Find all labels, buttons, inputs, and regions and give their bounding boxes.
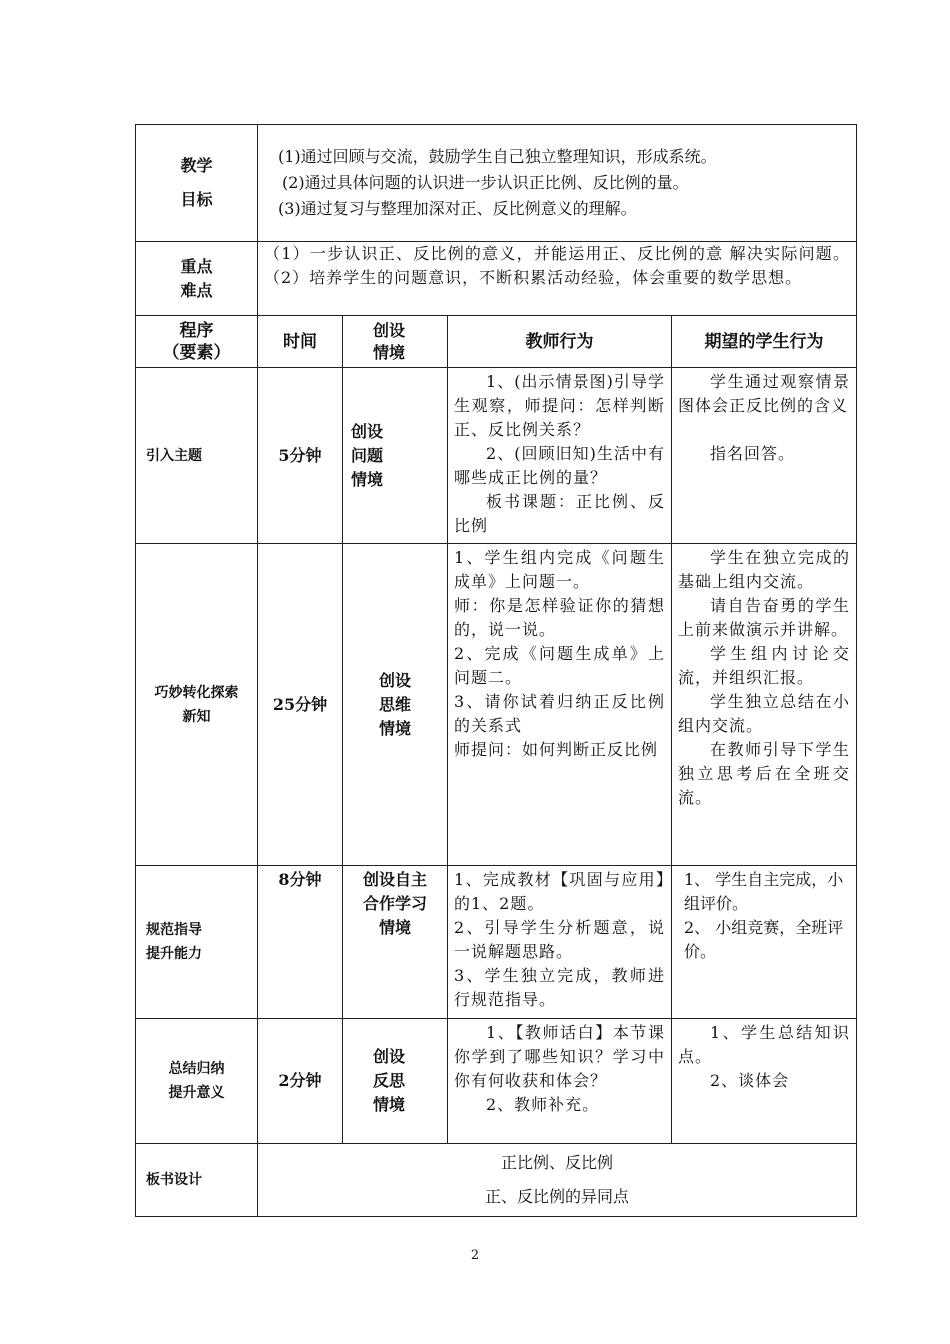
procedure-cell: 引入主题 [136, 368, 258, 544]
procedure-line: 规范指导 [146, 922, 202, 938]
scene-line: 问题 [351, 445, 384, 465]
scene-line: 思维 [378, 694, 411, 714]
teacher-line: 1、(出示情景图)引导学生观察，师提问：怎样判断正、反比例关系？ [454, 372, 665, 439]
teacher-cell [448, 866, 672, 1019]
scene-cell [343, 1019, 448, 1144]
focus-label [136, 242, 258, 316]
table-row [136, 368, 857, 544]
teacher-line: 3、学生独立完成，教师进行规范指导。 [454, 966, 665, 1009]
header-scene-line-2: 情境 [373, 342, 406, 362]
objective-item: (1)通过回顾与交流，鼓励学生自己独立整理知识，形成系统。 [278, 147, 717, 166]
scene-cell [343, 866, 448, 1019]
page-number: 2 [470, 1248, 480, 1263]
student-line: 2、 小组竞赛，全班评价。 [684, 918, 844, 961]
procedure-line: 提升意义 [168, 1085, 225, 1101]
student-line: 1、 学生自主完成，小组评价。 [684, 870, 844, 913]
objectives-label [136, 125, 258, 242]
header-row [136, 316, 857, 368]
student-line: 请自告奋勇的学生上前来做演示并讲解。 [678, 596, 851, 639]
scene-line: 创设 [373, 1047, 406, 1066]
table-row [136, 544, 857, 866]
board-row [136, 1144, 857, 1217]
header-time: 时间 [258, 316, 343, 368]
table-row [136, 866, 857, 1019]
focus-label-line-2: 难点 [180, 280, 213, 300]
scene-line: 情境 [378, 918, 411, 937]
table-row [136, 1019, 857, 1144]
procedure-line: 巧妙转化探索 [154, 684, 239, 701]
student-cell [672, 544, 857, 866]
student-line: 1、学生总结知识点。 [678, 1023, 851, 1066]
objectives-row [136, 125, 857, 242]
scene-line: 情境 [373, 1095, 406, 1114]
procedure-cell [136, 544, 258, 866]
teacher-cell [448, 1019, 672, 1144]
focus-content: （1）一步认识正、反比例的意义，并能运用正、反比例的意 解决实际问题。 （2）培养学生的问题意识，不断积累活动经验，体会重要的数学思想。 [258, 242, 857, 316]
header-scene-line-1: 创设 [373, 320, 406, 340]
time-cell: 5分钟 [258, 368, 343, 544]
procedure-line: 总结归纳 [168, 1061, 225, 1077]
objective-item: (2)通过具体问题的认识进一步认识正比例、反比例的量。 [282, 173, 689, 192]
scene-line: 反思 [373, 1071, 406, 1090]
board-label: 板书设计 [136, 1144, 258, 1217]
teacher-line: 2、(回顾旧知)生活中有哪些成正比例的量？ [454, 444, 665, 487]
focus-row [136, 242, 857, 316]
student-line: 学生组内讨论交流，并组织汇报。 [678, 644, 851, 687]
board-line-2: 正、反比例的异同点 [485, 1187, 630, 1206]
scene-line: 情境 [378, 718, 411, 738]
procedure-cell [136, 1019, 258, 1144]
scene-line: 创设 [351, 421, 384, 441]
procedure-cell [136, 866, 258, 1019]
student-line: 在教师引导下学生独立思考后在全班交流。 [678, 740, 851, 807]
teacher-line: 1、学生组内完成《问题生成单》上问题一。 [454, 548, 665, 591]
student-spacer [678, 418, 850, 442]
scene-line: 创设 [378, 670, 411, 690]
teacher-line: 2、引导学生分析题意，说一说解题思路。 [454, 918, 665, 961]
procedure-line: 新知 [182, 708, 211, 725]
time-cell: 25分钟 [258, 544, 343, 866]
objectives-content [258, 125, 857, 242]
teacher-line: 2、教师补充。 [486, 1095, 600, 1114]
focus-label-line-1: 重点 [180, 256, 213, 276]
header-procedure [136, 316, 258, 368]
teacher-cell [448, 544, 672, 866]
time-cell: 8分钟 [258, 866, 343, 1019]
board-line-1: 正比例、反比例 [501, 1153, 614, 1172]
objective-item: (3)通过复习与整理加深对正、反比例意义的理解。 [278, 199, 637, 218]
lesson-plan-page [135, 124, 856, 1217]
header-procedure-line-1: 程序 [179, 320, 214, 341]
teacher-line: 3、请你试着归纳正反比例的关系式 [454, 692, 665, 735]
student-cell [672, 866, 857, 1019]
student-cell [672, 1019, 857, 1144]
student-line: 2、谈体会 [710, 1071, 790, 1090]
teacher-line: 1、完成教材【巩固与应用】的1、2题。 [454, 870, 665, 913]
student-cell [672, 368, 857, 544]
lesson-plan-table [135, 124, 857, 1217]
scene-line: 情境 [351, 469, 384, 489]
student-line: 学生在独立完成的基础上组内交流。 [678, 548, 851, 591]
scene-line: 创设自主 [362, 870, 427, 889]
student-line: 学生通过观察情景图体会正反比例的含义 [678, 372, 851, 415]
header-scene [343, 316, 448, 368]
board-content [258, 1144, 857, 1217]
header-teacher: 教师行为 [448, 316, 672, 368]
teacher-line: 师提问：如何判断正反比例 [454, 740, 659, 759]
student-line: 指名回答。 [710, 444, 796, 463]
header-student: 期望的学生行为 [672, 316, 857, 368]
teacher-line: 板书课题：正比例、反比例 [454, 492, 665, 535]
header-procedure-line-2: （要素） [162, 342, 231, 363]
student-line: 学生独立总结在小组内交流。 [678, 692, 851, 735]
objectives-label-line-1: 教学 [180, 156, 213, 175]
teacher-line: 师：你是怎样验证你的猜想的，说一说。 [454, 596, 665, 639]
teacher-line: 1、【教师话白】本节课你学到了哪些知识？学习中你有何收获和体会？ [454, 1023, 665, 1090]
scene-line: 合作学习 [362, 894, 427, 913]
scene-cell [343, 368, 448, 544]
teacher-line: 2、完成《问题生成单》上问题二。 [454, 644, 665, 687]
teacher-cell [448, 368, 672, 544]
objectives-label-line-2: 目标 [180, 190, 213, 209]
time-cell: 2分钟 [258, 1019, 343, 1144]
scene-cell [343, 544, 448, 866]
procedure-line: 提升能力 [146, 946, 202, 962]
